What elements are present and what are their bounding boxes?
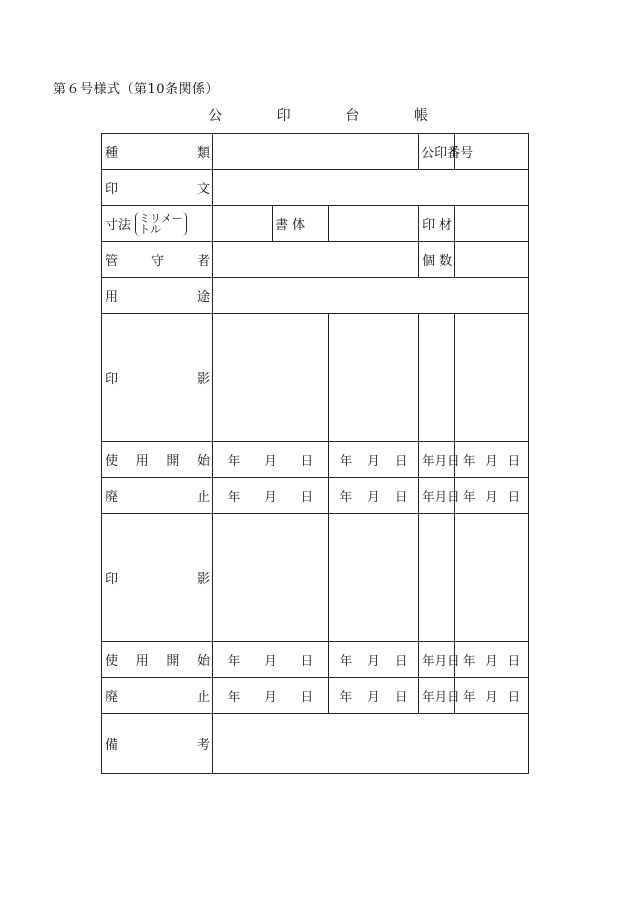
date-cell[interactable]: 年 月 日 (213, 478, 329, 514)
impression-cell[interactable] (455, 314, 529, 442)
material-label: 印 材 (419, 206, 455, 242)
seal-number-label: 公印番号 (419, 134, 455, 170)
date-cell[interactable]: 年 月 日 (419, 678, 455, 714)
material-value[interactable] (455, 206, 529, 242)
impression-cell[interactable] (213, 314, 329, 442)
purpose-value[interactable] (213, 278, 529, 314)
row-abolish-date (102, 478, 529, 514)
row-custodian (102, 242, 529, 278)
row-remarks (102, 714, 529, 774)
typeface-value[interactable] (329, 206, 419, 242)
row-abolish-date (102, 678, 529, 714)
impression-cell[interactable] (329, 314, 419, 442)
date-cell[interactable]: 年 月 日 (419, 478, 455, 514)
date-cell[interactable]: 年 月 日 (419, 442, 455, 478)
date-cell[interactable]: 年 月 日 (455, 642, 529, 678)
date-cell[interactable]: 年 月 日 (213, 442, 329, 478)
custodian-value[interactable] (213, 242, 419, 278)
row-inscription (102, 170, 529, 206)
row-type (102, 134, 529, 170)
impression-label: 印 影 (102, 514, 213, 642)
row-purpose (102, 278, 529, 314)
inscription-value[interactable] (213, 170, 529, 206)
remarks-value[interactable] (213, 714, 529, 774)
abolish-label: 廃 止 (102, 678, 213, 714)
impression-cell[interactable] (419, 314, 455, 442)
date-cell[interactable]: 年 月 日 (455, 678, 529, 714)
inscription-label: 印 文 (102, 170, 213, 206)
date-cell[interactable]: 年 月 日 (419, 642, 455, 678)
row-start-date (102, 442, 529, 478)
date-cell[interactable]: 年 月 日 (213, 678, 329, 714)
date-cell[interactable]: 年 月 日 (455, 478, 529, 514)
row-dimension (102, 206, 529, 242)
dimension-label: 寸法 ミリメー トル (102, 206, 213, 242)
seal-ledger-table (101, 133, 529, 774)
count-label: 個 数 (419, 242, 455, 278)
date-cell[interactable]: 年 月 日 (329, 678, 419, 714)
date-cell[interactable]: 年 月 日 (329, 478, 419, 514)
impression-cell[interactable] (419, 514, 455, 642)
remarks-label: 備 考 (102, 714, 213, 774)
title-char: 公 (208, 108, 222, 124)
form-number: 第６号様式（第10条関係） (53, 82, 220, 97)
title-char: 台 (345, 108, 360, 124)
purpose-label: 用 途 (102, 278, 213, 314)
date-cell[interactable]: 年 月 日 (213, 642, 329, 678)
date-cell[interactable]: 年 月 日 (329, 642, 419, 678)
title-char: 印 (276, 108, 291, 124)
impression-cell[interactable] (455, 514, 529, 642)
page-title (208, 105, 428, 125)
title-char: 帳 (413, 108, 428, 124)
type-value[interactable] (213, 134, 419, 170)
impression-label: 印 影 (102, 314, 213, 442)
custodian-label: 管 守 者 (102, 242, 213, 278)
row-start-date (102, 642, 529, 678)
row-impression (102, 314, 529, 442)
abolish-label: 廃 止 (102, 478, 213, 514)
start-label: 使 用 開 始 (102, 642, 213, 678)
type-label: 種 類 (102, 134, 213, 170)
start-label: 使 用 開 始 (102, 442, 213, 478)
impression-cell[interactable] (213, 514, 329, 642)
dimension-value[interactable] (213, 206, 273, 242)
date-cell[interactable]: 年 月 日 (455, 442, 529, 478)
date-cell[interactable]: 年 月 日 (329, 442, 419, 478)
impression-cell[interactable] (329, 514, 419, 642)
typeface-label: 書 体 (273, 206, 329, 242)
dimension-unit: ミリメー トル (135, 212, 187, 236)
count-value[interactable] (455, 242, 529, 278)
row-impression (102, 514, 529, 642)
